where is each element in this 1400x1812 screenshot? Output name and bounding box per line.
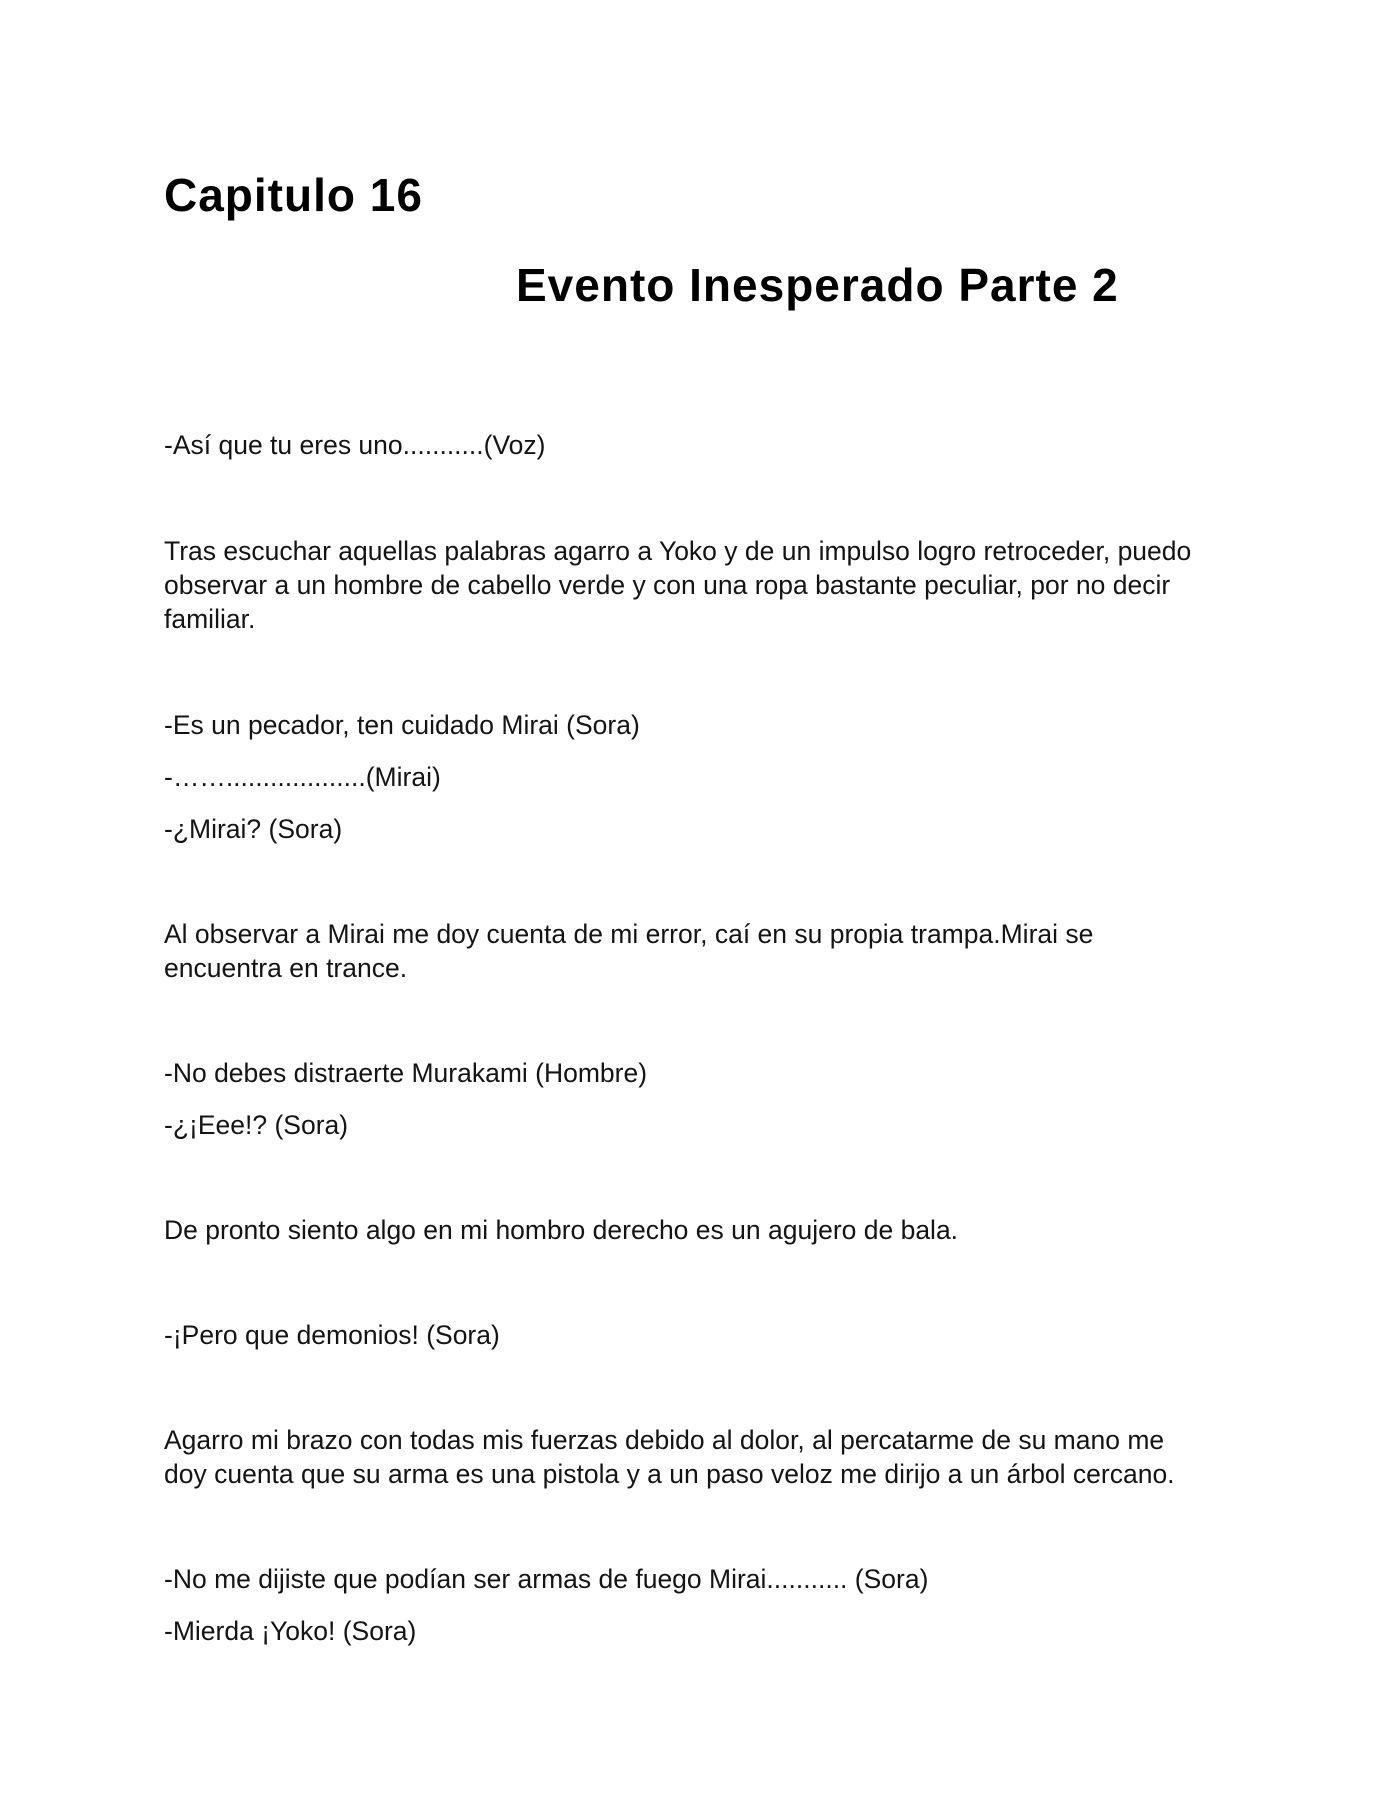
dialogue-line: -¡Pero que demonios! (Sora) bbox=[164, 1320, 500, 1350]
dialogue-line: -Así que tu eres uno...........(Voz) bbox=[164, 430, 546, 460]
paragraph-line: encuentra en trance. bbox=[164, 953, 408, 983]
narrative-paragraph bbox=[164, 534, 1264, 636]
dialogue-line: -No me dijiste que podían ser armas de fuego Mirai........... (Sora) bbox=[164, 1564, 929, 1594]
paragraph-line: observar a un hombre de cabello verde y con una ropa bastante peculiar, por no decir bbox=[164, 570, 1171, 600]
narrative-paragraph bbox=[164, 917, 1264, 985]
dialogue-line: -Es un pecador, ten cuidado Mirai (Sora) bbox=[164, 710, 640, 740]
chapter-number: Capitulo 16 bbox=[164, 169, 423, 221]
narrative-paragraph bbox=[164, 1423, 1264, 1491]
paragraph-line: Tras escuchar aquellas palabras agarro a Yoko y de un impulso logro retroceder, puedo bbox=[164, 536, 1192, 566]
dialogue-line: -Mierda ¡Yoko! (Sora) bbox=[164, 1616, 417, 1646]
dialogue-line: -……...................(Mirai) bbox=[164, 762, 441, 792]
dialogue-line: -No debes distraerte Murakami (Hombre) bbox=[164, 1058, 648, 1088]
paragraph-line: Agarro mi brazo con todas mis fuerzas debido al dolor, al percatarme de su mano me bbox=[164, 1425, 1165, 1455]
paragraph-line: familiar. bbox=[164, 604, 256, 634]
dialogue-line: -¿¡Eee!? (Sora) bbox=[164, 1110, 349, 1140]
paragraph-line: Al observar a Mirai me doy cuenta de mi error, caí en su propia trampa.Mirai se bbox=[164, 919, 1094, 949]
dialogue-line: -¿Mirai? (Sora) bbox=[164, 814, 343, 844]
narrative-paragraph bbox=[164, 1213, 1264, 1247]
paragraph-line: De pronto siento algo en mi hombro derecho es un agujero de bala. bbox=[164, 1215, 959, 1245]
chapter-title: Evento Inesperado Parte 2 bbox=[516, 259, 1119, 311]
paragraph-line: doy cuenta que su arma es una pistola y a un paso veloz me dirijo a un árbol cercano. bbox=[164, 1459, 1175, 1489]
